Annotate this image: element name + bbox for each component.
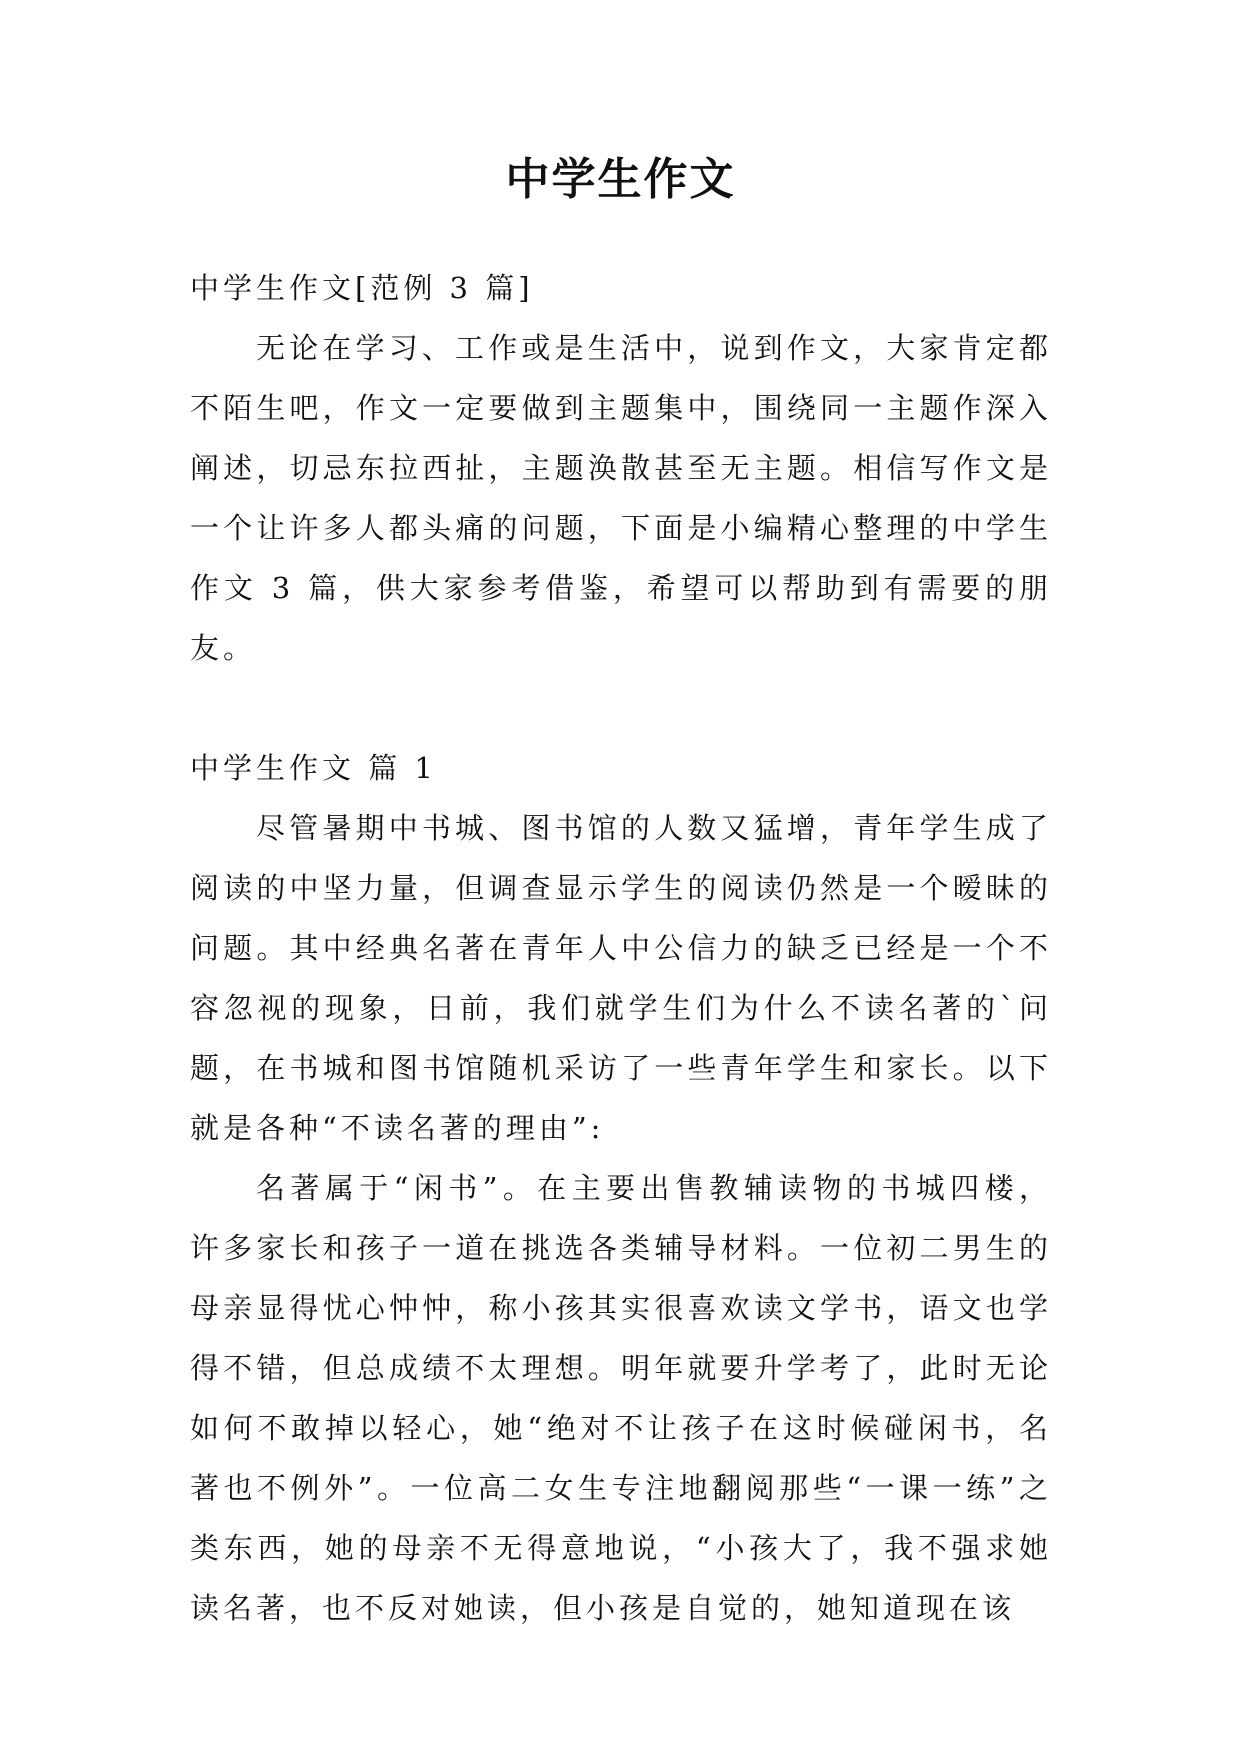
- document-title: 中学生作文: [505, 154, 736, 205]
- intro-heading: 中学生作文[范例 3 篇]: [190, 271, 534, 305]
- intro-paragraph: 无论在学习、工作或是生活中，说到作文，大家肯定都不陌生吧，作文一定要做到主题集中，围绕同一主题作深入阐述，切忌东拉西扯，主题涣散甚至无主题。相信写作文是一个让许多人都头痛的问题，下面是小编精心整理的中学生作文 3 篇，供大家参考借鉴，希望可以帮助到有需要的朋友。: [190, 331, 1052, 665]
- essay1-paragraph: 名著属于“闲书”。在主要出售教辅读物的书城四楼，许多家长和孩子一道在挑选各类辅导材料。一位初二男生的母亲显得忧心忡忡，称小孩其实很喜欢读文学书，语文也学得不错，但总成绩不太理想。明年就要升学考了，此时无论如何不敢掉以轻心，她“绝对不让孩子在这时候碰闲书，名著也不例外”。一位高二女生专注地翻阅那些“一课一练”之类东西，她的母亲不无得意地说，“小孩大了，我不强求她读名著，也不反对她读，但小孩是自觉的，她知道现在该: [190, 1171, 1052, 1625]
- document-body: [190, 258, 1052, 1638]
- essay1-paragraph: 尽管暑期中书城、图书馆的人数又猛增，青年学生成了阅读的中坚力量，但调查显示学生的阅读仍然是一个暧昧的问题。其中经典名著在青年人中公信力的缺乏已经是一个不容忽视的现象，日前，我们就学生们为什么不读名著的`问题，在书城和图书馆随机采访了一些青年学生和家长。以下就是各种“不读名著的理由”:: [190, 811, 1052, 1145]
- section-spacer: [190, 678, 1052, 738]
- essay1-heading: 中学生作文 篇 1: [190, 751, 437, 785]
